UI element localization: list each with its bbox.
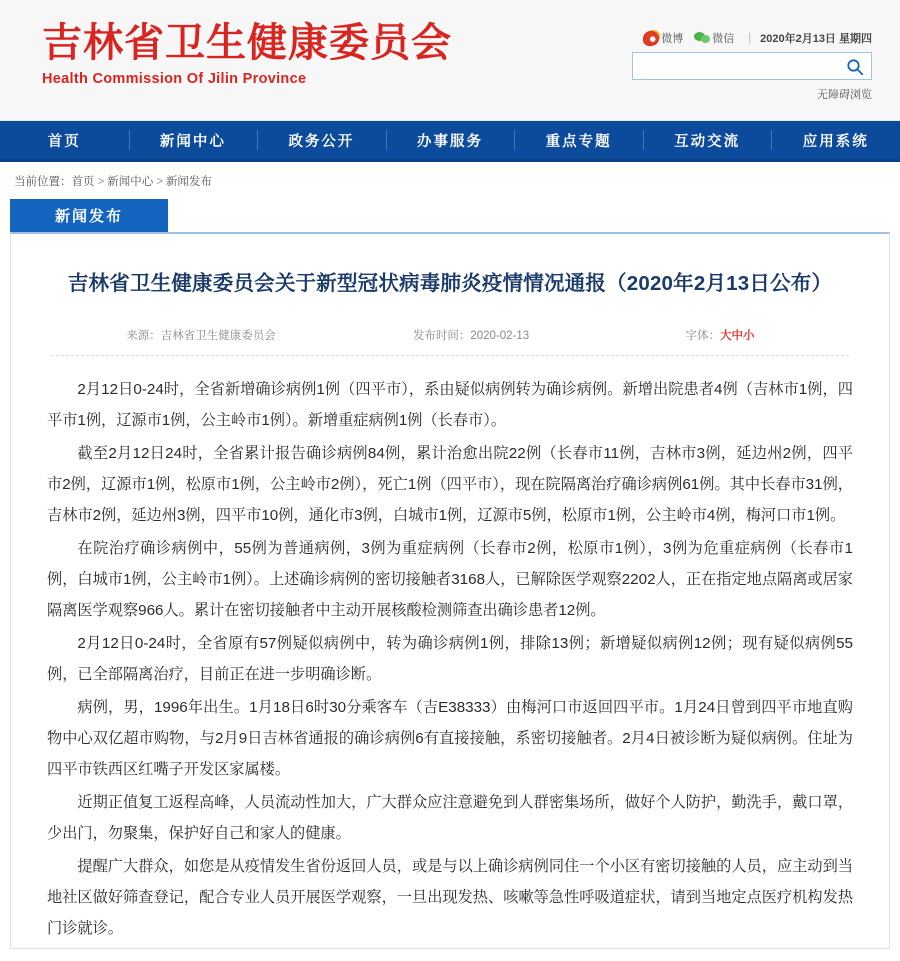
accessibility-link[interactable]: 无障碍浏览	[817, 89, 872, 101]
nav-item-home[interactable]: 首页	[47, 133, 81, 150]
weibo-icon	[643, 31, 659, 46]
section-tab-row	[0, 199, 900, 232]
main-navigation	[0, 121, 900, 162]
breadcrumb-separator-1: >	[97, 176, 105, 188]
logo-title-cn: 吉林省卫生健康委员会	[42, 21, 452, 65]
current-date: 2020年2月13日 星期四	[760, 33, 872, 45]
article-paragraph: 截至2月12日24时，全省累计报告确诊病例84例，累计治愈出院22例（长春市11例，吉林市3例，延边州2例，四平市2例，辽源市1例，松原市1例，公主岭市2例），死亡1例（四平市），现在院隔离治疗确诊病例61例。其中长春市31例，吉林市2例，延边州3例，四平市10例，通化市3例，白城市1例，辽源市5例，松原市1例，公主岭市4例，梅河口市1例。	[47, 444, 853, 524]
nav-item-interact[interactable]: 互动交流	[643, 121, 772, 159]
nav-item-news[interactable]: 新闻中心	[129, 121, 258, 159]
article-paragraph: 病例，男，1996年出生。1月18日6时30分乘客车（吉E38333）由梅河口市返回四平市。1月24日曾到四平市地直购物中心双亿超市购物，与2月9日吉林省通报的确诊病例6有直接接触，系密切接触者。2月4日被诊断为疑似病例。住址为四平市铁西区红嘴子开发区家属楼。	[47, 698, 853, 778]
breadcrumb-item-news-release[interactable]: 新闻发布	[165, 176, 212, 188]
article-body	[47, 374, 853, 944]
source-value: 吉林省卫生健康委员会	[160, 329, 276, 342]
social-and-date-row	[622, 30, 872, 46]
breadcrumb	[0, 162, 900, 199]
breadcrumb-prefix: 当前位置：	[14, 176, 72, 188]
nav-item-services[interactable]: 办事服务	[386, 121, 515, 159]
weibo-label: 微博	[661, 33, 684, 45]
article-source	[51, 327, 351, 343]
search-button[interactable]	[843, 55, 867, 79]
font-size-label: 字体：	[685, 329, 720, 342]
site-header	[0, 0, 900, 121]
logo-title-en: Health Commission Of Jilin Province	[42, 71, 307, 87]
font-size-options[interactable]: 大中小	[720, 329, 755, 342]
weibo-link[interactable]	[643, 30, 683, 46]
article-paragraph: 提醒广大群众，如您是从疫情发生省份返回人员，或是与以上确诊病例同住一个小区有密切接触的人员，应主动到当地社区做好筛查登记，配合专业人员开展医学观察，一旦出现发热、咳嗽等急性呼吸道症状，请到当地定点医疗机构发热门诊就诊。	[47, 857, 853, 937]
search-box[interactable]	[632, 52, 872, 80]
time-value: 2020-02-13	[470, 329, 530, 342]
article-paragraph: 近期正值复工返程高峰，人员流动性加大，广大群众应注意避免到人群密集场所，做好个人防护，勤洗手，戴口罩，少出门，勿聚集，保护好自己和家人的健康。	[47, 793, 853, 842]
breadcrumb-separator-2: >	[156, 176, 163, 188]
wechat-link[interactable]	[694, 30, 734, 46]
article-publish-time	[351, 327, 591, 343]
article-paragraph: 2月12日0-24时，全省原有57例疑似病例中，转为确诊病例1例，排除13例；新增疑似病例12例；现有疑似病例55例，已全部隔离治疗，目前正在进一步明确诊断。	[47, 634, 853, 683]
site-logo[interactable]	[42, 22, 452, 87]
nav-item-affairs[interactable]: 政务公开	[257, 121, 386, 159]
breadcrumb-item-home[interactable]: 首页	[71, 176, 95, 188]
nav-item-topics[interactable]: 重点专题	[514, 121, 643, 159]
article-title: 吉林省卫生健康委员会关于新型冠状病毒肺炎疫情情况通报（2020年2月13日公布）	[67, 272, 833, 295]
date-separator: |	[748, 32, 752, 44]
search-input[interactable]	[659, 53, 871, 79]
tab-news-release[interactable]: 新闻发布	[10, 199, 168, 232]
article-panel	[10, 232, 890, 949]
time-label: 发布时间：	[412, 329, 471, 342]
article-paragraph: 2月12日0-24时，全省新增确诊病例1例（四平市），系由疑似病例转为确诊病例。新增出院患者4例（吉林市1例，四平市1例，辽源市1例，公主岭市1例）。新增重症病例1例（长春市）。	[47, 380, 853, 429]
article-meta	[51, 327, 849, 356]
breadcrumb-item-news-center[interactable]: 新闻中心	[107, 176, 154, 188]
article-paragraph: 在院治疗确诊病例中，55例为普通病例，3例为重症病例（长春市2例，松原市1例），3例为危重症病例（长春市1例，白城市1例，公主岭市1例）。上述确诊病例的密切接触者3168人，已解除医学观察2202人，正在指定地点隔离或居家隔离医学观察966人。累计在密切接触者中主动开展核酸检测筛查出确诊患者12例。	[47, 539, 853, 619]
nav-item-systems[interactable]: 应用系统	[771, 121, 900, 159]
wechat-icon	[694, 32, 710, 44]
wechat-label: 微信	[712, 33, 735, 45]
search-icon	[846, 58, 864, 76]
source-label: 来源：	[126, 329, 161, 342]
header-utility-area	[622, 30, 872, 102]
font-size-control	[591, 327, 849, 343]
